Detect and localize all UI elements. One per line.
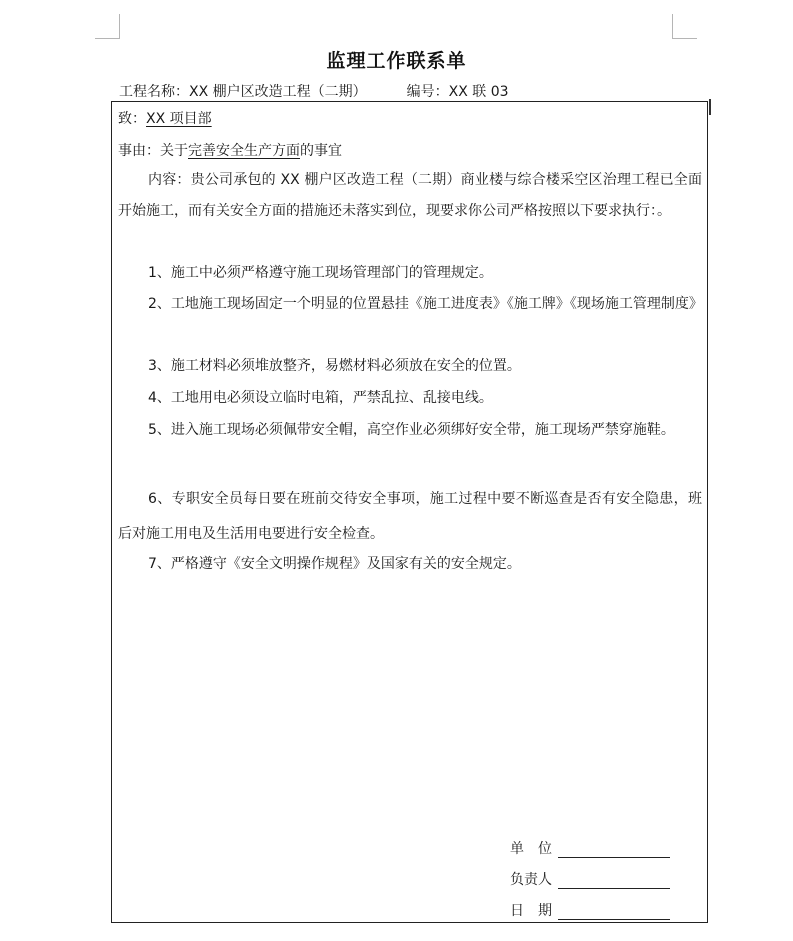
subject-line bbox=[118, 140, 342, 160]
item-7: 7、严格遵守《安全文明操作规程》及国家有关的安全规定。 bbox=[148, 556, 521, 572]
signature-date bbox=[510, 900, 670, 920]
content-intro: 内容：贵公司承包的 XX 棚户区改造工程（二期）商业楼与综合楼采空区治理工程已全面开始施工，而有关安全方面的措施还未落实到位，现要求你公司严格按照以下要求执行：。 bbox=[118, 172, 702, 219]
item-1: 1、施工中必须严格遵守施工现场管理部门的管理规定。 bbox=[148, 265, 493, 281]
crop-mark-top-right bbox=[672, 14, 697, 39]
date-blank[interactable] bbox=[558, 905, 670, 920]
signature-person bbox=[510, 869, 670, 889]
person-label: 负责人 bbox=[510, 872, 552, 888]
item-3: 3、施工材料必须堆放整齐，易燃材料必须放在安全的位置。 bbox=[148, 358, 521, 374]
subject-suffix: 的事宜 bbox=[300, 143, 342, 159]
subject-underlined: 完善安全生产方面 bbox=[188, 143, 300, 159]
project-name: 工程名称：XX 棚户区改造工程（二期） bbox=[119, 84, 367, 100]
signature-unit bbox=[510, 838, 670, 858]
header-line bbox=[119, 81, 509, 101]
crop-mark-top-left bbox=[95, 14, 120, 39]
item-6: 6、专职安全员每日要在班前交待安全事项，施工过程中要不断巡查是否有安全隐患，班后对施工用电及生活用电要进行安全检查。 bbox=[118, 491, 702, 542]
item-4: 4、工地用电必须设立临时电箱，严禁乱拉、乱接电线。 bbox=[148, 390, 493, 406]
document-title: 监理工作联系单 bbox=[326, 50, 467, 72]
recipient-line bbox=[118, 108, 212, 128]
unit-label: 单 位 bbox=[510, 841, 552, 857]
person-blank[interactable] bbox=[558, 874, 670, 889]
subject-prefix: 事由：关于 bbox=[118, 143, 188, 159]
document-number: 编号：XX 联 03 bbox=[406, 84, 509, 100]
item-2: 2、工地施工现场固定一个明显的位置悬挂《施工进度表》《施工牌》《现场施工管理制度》 bbox=[148, 296, 703, 312]
date-label: 日 期 bbox=[510, 903, 552, 919]
unit-blank[interactable] bbox=[558, 843, 670, 858]
text-cursor bbox=[709, 99, 711, 115]
recipient-prefix: 致： bbox=[118, 111, 146, 127]
recipient-value: XX 项目部 bbox=[146, 111, 212, 127]
item-5: 5、进入施工现场必须佩带安全帽，高空作业必须绑好安全带，施工现场严禁穿施鞋。 bbox=[148, 422, 675, 438]
